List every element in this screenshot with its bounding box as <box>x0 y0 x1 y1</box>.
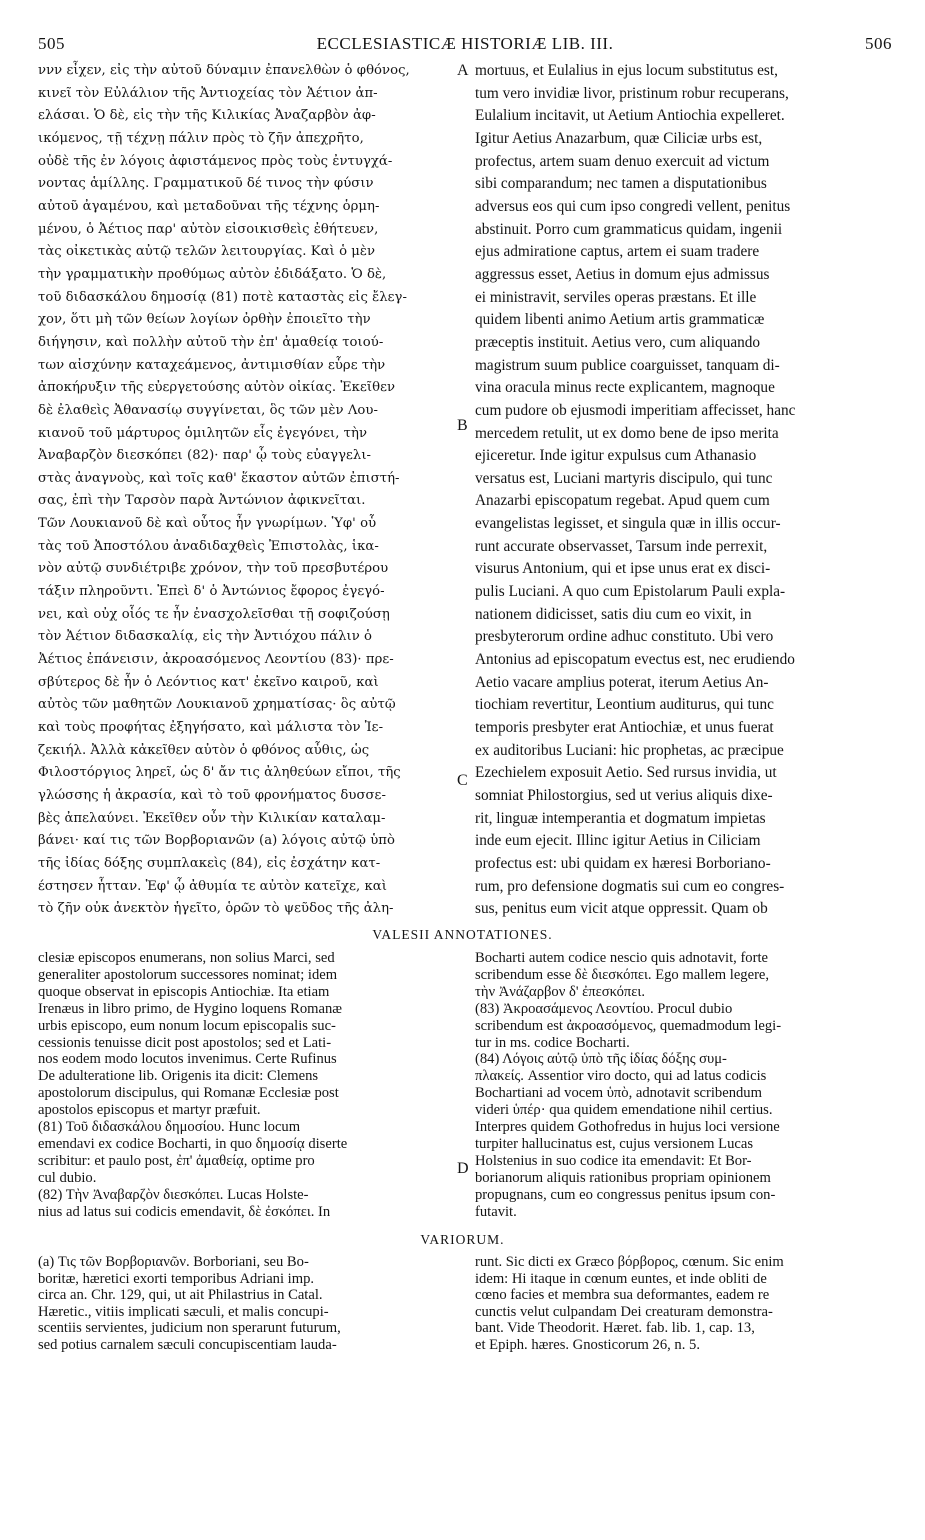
greek-text-column <box>38 60 456 924</box>
greek-text-line: Φιλοστόργιος ληρεῖ, ὡς δ' ἄν τις ἀληθεύων εἴποι, τῆς <box>38 765 401 781</box>
latin-text-line: ex auditoribus Luciani: hic prophetas, ac præcipue <box>475 741 784 759</box>
variorum-note-line: cunctis velut culpandam Dei creaturam demonstra- <box>475 1303 773 1320</box>
margin-marker-b: B <box>457 417 468 434</box>
annotation-line: Bocharti autem codice nescio quis adnotavit, forte <box>475 950 768 966</box>
annotation-line: nius ad latus sui codicis emendavit, δὲ ἐσκόπει. In <box>38 1203 331 1220</box>
annotation-line: (82) Τὴν Ἀναβαρζὸν διεσκόπει. Lucas Holste- <box>38 1186 309 1203</box>
greek-text-line: οὐδὲ τῆς ἐν λόγοις ἀφιστάμενος πρὸς τοὺς ἐντυγχά- <box>38 153 393 169</box>
latin-text-line: Igitur Aetius Anazarbum, quæ Ciliciæ urbs est, <box>475 129 763 147</box>
latin-text-line: sus, penitus eum vicit atque oppressit. Quam ob <box>475 900 768 918</box>
latin-text-line: tum vero invidiæ livor, pristinum robur recuperans, <box>475 84 789 102</box>
greek-text-line: σας, ἐπὶ τὴν Ταρσὸν παρὰ Ἀντώνιον ἀφικνεῖται. <box>38 493 366 509</box>
latin-text-line: profectus, artem suam denuo exercuit ad victum <box>475 152 770 170</box>
greek-text-line: τοῦ διδασκάλου δημοσίᾳ (81) ποτὲ καταστὰς εἰς ἔλεγ- <box>38 289 407 305</box>
latin-text-line: aggressus esset, Aetius in domum ejus admissus <box>475 265 770 283</box>
latin-text-line: profectus est: ubi quidam ex hæresi Borboriano- <box>475 854 771 872</box>
annotation-line: videri ὑπέρ· qua quidem emendatione nihil certius. <box>475 1102 773 1119</box>
greek-text-line: τὰς οἰκετικὰς αὐτῷ τελῶν λειτουργίας. Καὶ ὁ μὲν <box>38 244 376 260</box>
greek-text-line: των αἰσχύνην καταχεάμενος, ἀντιμισθίαν εὗρε τὴν <box>38 357 386 373</box>
annotation-line: Bochartiani ad vocem ὑπὸ, adnotavit scribendum <box>475 1085 762 1102</box>
greek-text-line: ἀποκήρυξιν τῆς εὐεργετούσης αὐτὸν οἰκίας. Ἐκεῖθεν <box>38 380 396 396</box>
greek-text-line: τὰς τοῦ Ἀποστόλου ἀναδιδαχθεὶς Ἐπιστολὰς, ἱκα- <box>38 538 379 554</box>
greek-text-line: ννν εἶχεν, εἰς τὴν αὐτοῦ δύναμιν ἐπανελθὼν ὁ φθόνος, <box>38 63 410 78</box>
variorum-note-line: Hæretic., vitiis implicati sæculi, et malis concupi- <box>38 1303 329 1320</box>
greek-text-line: δὲ ἐλαθεὶς Ἀθανασίῳ συγγίνεται, ὃς τῶν μὲν Λου- <box>38 402 378 418</box>
greek-text-line: γλώσσης ἡ ἀκρασία, καὶ τὸ τοῦ φρονήματος δυσσε- <box>38 788 386 803</box>
latin-text-line: somniat Philostorgius, sed ut verius aliquis dixe- <box>475 787 773 804</box>
latin-text-line: Anazarbi episcopatum regebat. Apud quem cum <box>475 492 770 510</box>
variorum-note-line: cœno facies et membra sua deformantes, eadem re <box>475 1287 770 1304</box>
variorum-note-line: sed potius carnalem sæculi concupiscentiam lauda- <box>38 1336 337 1353</box>
valesii-notes-left <box>38 950 456 1226</box>
latin-text-line: nationem didicisset, satis diu cum eo vixit, in <box>475 605 752 623</box>
annotation-line: πλακείς. Assentior viro docto, qui ad latus codicis <box>475 1068 767 1085</box>
greek-text-line: στὰς ἀναγνοὺς, καὶ τοῖς καθ' ἕκαστον αὐτῶν ἐπιστή- <box>38 470 400 486</box>
valesii-heading: VALESII ANNOTATIONES. <box>372 927 553 942</box>
latin-text-line: versatus est, Luciani martyris discipulo, qui tunc <box>475 469 773 487</box>
latin-text-line: ejus admiratione captus, artem ei suam tradere <box>475 243 760 261</box>
annotation-line: (81) Τοῦ διδασκάλου δημοσίου. Hunc locum <box>38 1119 301 1136</box>
latin-text-line: abstinuit. Porro cum grammaticus quidam, ingenii <box>475 220 783 238</box>
variorum-note-line: scentiis servientes, judicium non sperarunt futurum, <box>38 1320 341 1337</box>
greek-text-line: αὐτοῦ ἀγαμένου, καὶ μεταδοῦναι τῆς τέχνης ὁρμη- <box>38 198 380 214</box>
latin-text-line: cum pudore ob ejusmodi imperitiam affecisset, hanc <box>475 401 796 419</box>
greek-text-line: τὸ ζῆν οὐκ ἀνεκτὸν ἡγεῖτο, ὁρῶν τὸ ψεῦδος τῆς ἀλη- <box>38 901 394 917</box>
latin-text-line: pulis Luciani. A quo cum Epistolarum Pauli expla- <box>475 583 786 601</box>
margin-marker-d: D <box>457 1160 469 1177</box>
annotation-line: scribendum est ἀκροασόμενος, quemadmodum legi- <box>475 1017 782 1034</box>
latin-text-line: inde eum ejecit. Illinc igitur Aetius in Ciliciam <box>475 832 761 850</box>
greek-text-line: ικόμενος, τῇ τέχνῃ πάλιν πρὸς τὸ ζῆν ἀπεχρῆτο, <box>38 130 364 146</box>
annotation-line: (84) Λόγοις αὐτῷ ὑπὸ τῆς ἰδίας δόξης συμ- <box>475 1051 727 1068</box>
latin-text-line: evangelistas legisset, et singula quæ in illis occur- <box>475 515 781 533</box>
latin-text-line: Ezechielem exposuit Aetio. Sed rursus invidia, ut <box>475 764 777 782</box>
greek-text-line: Τῶν Λουκιανοῦ δὲ καὶ οὗτος ἦν γνωρίμων. Ὑφ' οὗ <box>38 516 377 532</box>
greek-text-line: ελάσαι. Ὁ δὲ, εἰς τὴν τῆς Κιλικίας Ἀναζαρβὸν ἀφ- <box>38 108 376 124</box>
greek-text-line: σβύτερος δὲ ἦν ὁ Λεόντιος κατ' ἐκεῖνο καιροῦ, καὶ <box>38 674 379 690</box>
annotation-line: quoque observat in episcopis Antiochiæ. Ita etiam <box>38 983 330 1000</box>
annotation-line: Interpres quidem Gothofredus in hujus loci versione <box>475 1119 780 1136</box>
greek-text-line: καὶ τοὺς προφήτας ἐξηγήσατο, καὶ μάλιστα τὸν Ἰε- <box>38 720 384 736</box>
latin-text-line: quidem libenti animo Aetium artis grammaticæ <box>475 311 765 329</box>
annotation-line: (83) Ἀκροασάμενος Λεοντίου. Procul dubio <box>475 1000 733 1017</box>
variorum-note-line: circa an. Chr. 129, qui, ut ait Philastrius in Catal. <box>38 1287 323 1304</box>
annotation-line: cessionis tenuisse dicit post apostolos; sed et Lati- <box>38 1034 332 1051</box>
annotation-line: apostolos episcopus et martyr præfuit. <box>38 1102 261 1119</box>
greek-text-line: αὐτὸς τῶν μαθητῶν Λουκιανοῦ χρηματίσας· ὃς αὐτῷ <box>38 697 396 713</box>
greek-text-line: τὴν γραμματικὴν προθύμως αὐτὸν ἐδιδάξατο. Ὁ δὲ, <box>38 266 387 282</box>
latin-text-line: temporis presbyter erat Antiochiæ, et unus fuerat <box>475 719 774 737</box>
latin-text-line: ejiceretur. Inde igitur expulsus cum Athanasio <box>475 447 757 465</box>
greek-text-line: ζεκιήλ. Ἀλλὰ κἀκεῖθεν αὐτὸν ὁ φθόνος αὖθις, ὡς <box>38 742 370 758</box>
latin-text-column <box>475 60 893 924</box>
variorum-note-line: bant. Vide Theodorit. Hæret. fab. lib. 1, cap. 13, <box>475 1320 755 1337</box>
greek-text-line: κινεῖ τὸν Εὐλάλιον τῆς Ἀντιοχείας τὸν Ἀέτιον ἀπ- <box>38 85 378 101</box>
page-number-right: 506 <box>865 34 892 53</box>
greek-text-line: βὲς ἀπελαύνει. Ἐκεῖθεν οὖν τὴν Κιλικίαν καταλαμ- <box>38 810 386 826</box>
latin-text-line: tiochiam revertitur, Leontium auditurus, qui tunc <box>475 696 774 714</box>
latin-text-line: visurus Antonium, qui et ipse unus erat ex disci- <box>475 560 771 578</box>
variorum-note-line: boritæ, hæretici exorti temporibus Adriani imp. <box>38 1270 315 1287</box>
annotation-line: nos eodem modo locutos invenimus. Certe Rufinus <box>38 1051 337 1068</box>
greek-text-line: έστησεν ἧτταν. Ἐφ' ᾧ ἀθυμία τε αὐτὸν κατεῖχε, καὶ <box>38 878 387 894</box>
latin-text-line: adversus eos qui cum ipso congredi vellent, penitus <box>475 197 791 215</box>
greek-text-line: τῆς ἰδίας δόξης συμπλακεὶς (84), εἰς ἐσχάτην κατ- <box>38 855 381 871</box>
latin-text-line: vina oracula minus recte explicantem, magnoque <box>475 379 775 397</box>
latin-text-line: presbyterorum ordine adhuc constituto. Ubi vero <box>475 628 774 646</box>
page-header <box>38 34 892 56</box>
variorum-notes-left <box>38 1254 456 1358</box>
greek-text-line: νει, καὶ οὐχ οἷός τε ἦν ἐνασχολεῖσθαι τῇ σοφιζούσῃ <box>38 606 390 622</box>
variorum-heading: VARIORUM. <box>420 1232 505 1247</box>
latin-text-line: sibi comparandum; nec tamen a disputationibus <box>475 175 767 193</box>
annotation-line: propugnans, cum eo congressus penitus ipsum con- <box>475 1186 776 1203</box>
variorum-notes-right <box>475 1254 893 1358</box>
variorum-note-line: et Epiph. hæres. Gnosticorum 26, n. 5. <box>475 1336 700 1353</box>
annotation-line: τὴν Ἀνάζαρβον δ' ἐπεσκόπει. <box>475 983 645 1000</box>
greek-text-line: κιανοῦ τοῦ μάρτυρος ὁμιλητῶν εἷς ἐγεγόνει, τὴν <box>38 425 368 441</box>
annotation-line: turpiter hallucinatus est, cujus versionem Lucas <box>475 1135 754 1152</box>
annotation-line: cul dubio. <box>38 1169 97 1186</box>
greek-text-line: τὸν Ἀέτιον διδασκαλίᾳ, εἰς τὴν Ἀντιόχου πάλιν ὁ <box>38 629 373 645</box>
greek-text-line: μένου, ὁ Ἀέτιος παρ' αὐτὸν εἰσοικισθεὶς ἐθήτευεν, <box>38 221 379 237</box>
greek-text-line: χον, ὅτι μὴ τῶν θείων λογίων ὀρθὴν ἐποιεῖτο τὴν <box>38 312 371 328</box>
latin-text-line: ei ministravit, serviles operas præstans. Et ille <box>475 288 757 306</box>
latin-text-line: mercedem retulit, ut ex domo bene de ipso merita <box>475 424 779 442</box>
greek-text-line: Ἀναβαρζὸν διεσκόπει (82)· παρ' ᾧ τοὺς εὐαγγελι- <box>38 448 372 464</box>
annotation-line: De adulteratione lib. Origenis ita dicit: Clemens <box>38 1068 319 1085</box>
annotation-line: scribitur: et paulo post, ἐπ' ἀμαθείᾳ, optime pro <box>38 1152 315 1169</box>
latin-text-line: magistrum suum publice coarguisset, tanquam di- <box>475 356 780 374</box>
annotation-line: futavit. <box>475 1203 517 1220</box>
valesii-notes-right <box>475 950 893 1226</box>
latin-text-line: rum, pro defensione dogmatis sui cum eo congres- <box>475 877 785 895</box>
running-title: ECCLESIASTICÆ HISTORIÆ LIB. III. <box>316 34 614 53</box>
greek-text-line: τάξιν πληροῦντι. Ἐπεὶ δ' ὁ Ἀντώνιος ἔφορος ἐγεγό- <box>38 584 385 600</box>
latin-text-line: Antonius ad episcopatum evectus est, nec erudiendo <box>475 651 795 669</box>
latin-text-line: Eulalium incitavit, ut Aetium Antiochia expelleret. <box>475 107 785 125</box>
greek-text-line: Ἀέτιος ἐπάνεισιν, ἀκροασόμενος Λεοντίου (83)· πρε- <box>38 652 394 668</box>
annotation-line: scribendum esse δὲ διεσκόπει. Ego mallem legere, <box>475 966 770 983</box>
page-number-left: 505 <box>38 34 65 53</box>
greek-text-line: βάνει· καί τις τῶν Βορβοριανῶν (a) λόγοις αὐτῷ ὑπὸ <box>38 833 395 849</box>
latin-text-line: rit, linguæ intemperantia et dogmatum impietas <box>475 809 766 827</box>
annotation-line: borianorum aliquis rationibus propriam opinionem <box>475 1169 771 1186</box>
latin-text-line: mortuus, et Eulalius in ejus locum substitutus est, <box>475 62 778 79</box>
margin-marker-c: C <box>457 772 468 789</box>
annotation-line: tur in ms. codice Bocharti. <box>475 1034 630 1051</box>
greek-text-line: διήγησιν, καὶ πολλὴν αὐτοῦ τὴν ἐπ' ἀμαθείᾳ τοιού- <box>38 334 384 350</box>
greek-text-line: νὸν αὐτῷ συνδιέτριβε χρόνον, τὴν τοῦ πρεσβυτέρου <box>38 561 389 577</box>
latin-text-line: præceptis instituit. Aetius vero, cum aliquando <box>475 333 761 351</box>
annotation-line: urbis episcopo, eum nonum locum episcopalis suc- <box>38 1017 336 1034</box>
latin-text-line: Aetio vacare amplius poterat, iterum Aetius An- <box>475 673 769 691</box>
annotation-line: Irenæus in libro primo, de Hygino loquens Romanæ <box>38 1000 343 1017</box>
annotation-line: generaliter apostolorum successores nominat; idem <box>38 966 338 983</box>
variorum-note-line: runt. Sic dicti ex Græco βόρβορος, cœnum. Sic enim <box>475 1254 784 1270</box>
annotation-line: clesiæ episcopos enumerans, non solius Marci, sed <box>38 950 335 966</box>
margin-marker-a: A <box>457 62 469 79</box>
variorum-note-line: idem: Hi itaque in cœnum euntes, et inde obliti de <box>475 1270 767 1287</box>
greek-text-line: νοντας ἁμίλλης. Γραμματικοῦ δέ τινος τὴν φύσιν <box>38 176 374 192</box>
annotation-line: apostolorum discipulus, qui Romanæ Ecclesiæ post <box>38 1085 339 1102</box>
annotation-line: Holstenius in suo codice ita emendavit: Et Bor- <box>475 1152 752 1169</box>
variorum-note-line: (a) Τις τῶν Βορβοριανῶν. Borboriani, seu Bo- <box>38 1254 309 1270</box>
latin-text-line: runt accurate observasset, Tarsum inde perrexit, <box>475 537 768 555</box>
annotation-line: emendavi ex codice Bocharti, in quo δημοσίᾳ diserte <box>38 1135 348 1152</box>
